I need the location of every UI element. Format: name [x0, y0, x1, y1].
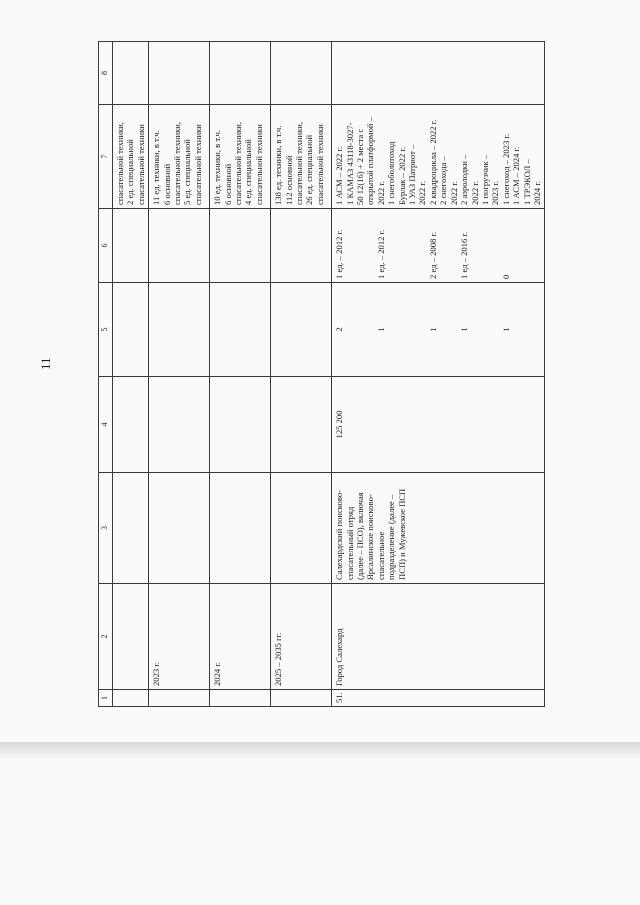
- row-cell-period: 2025 – 2035 гг.: [271, 584, 332, 690]
- row-cell-existing: [210, 209, 271, 283]
- row-cell-planned: 1 АСМ – 2022 г. 1 КАМАЗ 43118-3027- 50 12(16) + 2 места с открытой платформой – 2022 г. 1 снегоболотоход Бурлак – 2022 г. 1 УАЗ Патриот – 2022 г. 2 квадроцикла – 2022 г. 2 снегохода – 2022 г. 2 аэролодки – 2022 г. 1 погрузчик – 2023 г. 1 снегоход – 2023 г. 1 АСМ – 2024 г. 1 ТРЭКОЛ – 2024 г.: [332, 105, 545, 209]
- row-cell-period: [113, 584, 149, 690]
- row-cell-population: 125 200: [332, 377, 545, 473]
- header-col-8: 8: [99, 42, 113, 105]
- header-col-4: 4: [99, 377, 113, 473]
- row-cell-count: 2 1 1 1 1: [332, 283, 545, 377]
- row-cell-unit: [210, 473, 271, 584]
- row-cell-num: [210, 690, 271, 707]
- row-cell-period: Город Салехард: [332, 584, 545, 690]
- row-cell-num: [149, 690, 210, 707]
- header-col-6: 6: [99, 209, 113, 283]
- table-rotator: [98, 54, 542, 707]
- row-cell-period: 2023 г.: [149, 584, 210, 690]
- header-col-5: 5: [99, 283, 113, 377]
- equipment-table: [98, 41, 545, 707]
- row-cell-existing: [271, 209, 332, 283]
- row-cell-num: 51.: [332, 690, 545, 707]
- row-cell-notes: [149, 42, 210, 105]
- header-col-1: 1: [99, 690, 113, 707]
- row-cell-population: [210, 377, 271, 473]
- row-cell-notes: [113, 42, 149, 105]
- row-cell-count: [149, 283, 210, 377]
- row-cell-notes: [332, 42, 545, 105]
- row-cell-population: [149, 377, 210, 473]
- table-header-row: [99, 42, 113, 707]
- row-cell-planned: 11 ед. техники, в т.ч. 6 основной спасательной техники, 5 ед. специальной спасательной техники: [149, 105, 210, 209]
- table-row: [149, 42, 210, 707]
- scan-shadow: [0, 742, 640, 760]
- row-cell-planned: 10 ед. техники, в т.ч. 6 основной спасательной техники, 4 ед. специальной спасательной техники: [210, 105, 271, 209]
- row-cell-count: [210, 283, 271, 377]
- row-cell-num: [113, 690, 149, 707]
- row-cell-planned: 138 ед. техники, в т.ч. 112 основной спасательной техники, 26 ед. специальной спасательной техники: [271, 105, 332, 209]
- row-cell-population: [113, 377, 149, 473]
- row-cell-unit: [271, 473, 332, 584]
- row-cell-planned: спасательной техники, 2 ед. специальной спасательной техники: [113, 105, 149, 209]
- row-cell-existing: [149, 209, 210, 283]
- row-cell-unit: [149, 473, 210, 584]
- row-cell-notes: [210, 42, 271, 105]
- table-row: [271, 42, 332, 707]
- row-cell-num: [271, 690, 332, 707]
- header-col-2: 2: [99, 584, 113, 690]
- table-row: [210, 42, 271, 707]
- row-cell-count: [271, 283, 332, 377]
- row-cell-unit: Салехардский поисково- спасательный отряд (далее – ПСО), включая Ярсалинское поисково- спасательное подразделение (далее – ПСП) и Мужевское ПСП: [332, 473, 545, 584]
- page-number: 11: [38, 357, 53, 370]
- row-cell-count: [113, 283, 149, 377]
- row-cell-unit: [113, 473, 149, 584]
- table-row: [332, 42, 545, 707]
- row-cell-notes: [271, 42, 332, 105]
- header-col-3: 3: [99, 473, 113, 584]
- row-cell-population: [271, 377, 332, 473]
- row-cell-period: 2024 г.: [210, 584, 271, 690]
- header-col-7: 7: [99, 105, 113, 209]
- row-cell-existing: 1 ед. – 2012 г. 1 ед. – 2012 г. 2 ед – 2008 г. 1 ед – 2016 г. 0: [332, 209, 545, 283]
- row-cell-existing: [113, 209, 149, 283]
- table-row: [113, 42, 149, 707]
